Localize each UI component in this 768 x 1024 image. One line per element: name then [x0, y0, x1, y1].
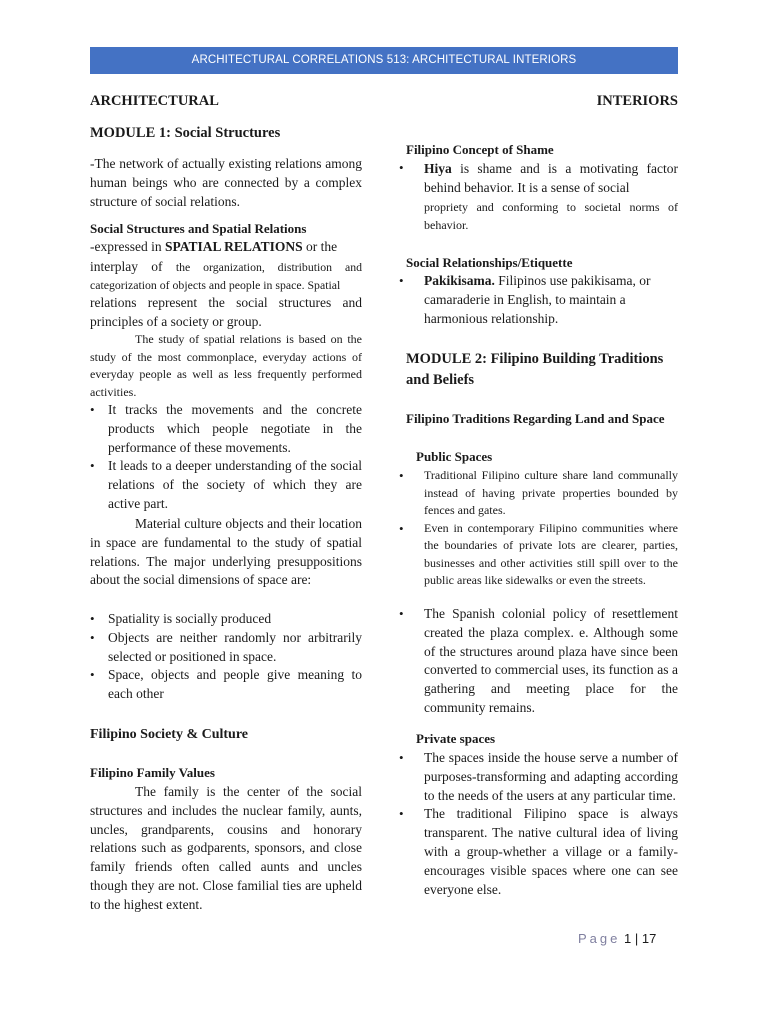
list-item: • It leads to a deeper understanding of the social relations of the society of which they are active part. [90, 457, 362, 513]
list-item: • Even in contemporary Filipino communities where the boundaries of private lots are clearer, parties, businesses and other activities still spill over to the public areas like sidewalks or even the streets. [399, 520, 678, 590]
page-total: 17 [641, 931, 657, 946]
list-item: • The Spanish colonial policy of resettlement created the plaza complex. e. Although some of the structures around plaza have since been converted to commercial uses, its function as a gathering and meeting place for the community remains. [399, 605, 678, 718]
hiya-term: Hiya [424, 161, 452, 176]
material-culture-paragraph: Material culture objects and their location in space are fundamental to the study of spatial relations. The major underlying presuppositions about the social dimensions of space are: [90, 516, 362, 588]
private-spaces-bullets [399, 749, 678, 899]
spatial-relations-interplay-detail: the organization, distribution and categorization of objects and people in space. Spatial [90, 260, 362, 292]
spatial-relations-bullets [90, 401, 362, 514]
page-word: Page [578, 931, 621, 946]
presuppositions-bullets [90, 610, 362, 704]
public-spaces-heading: Public Spaces [416, 449, 493, 464]
spatial-relations-heading: Social Structures and Spatial Relations [90, 221, 307, 236]
etiquette-bullets [399, 272, 678, 328]
family-values-paragraph: The family is the center of the social structures and includes the nuclear family, aunts, uncles, grandparents, cousins and honorary relations such as godparents, sponsors, and close family friends often called aunts and uncles though they are not. Close familial ties are upheld to the highest extent. [90, 784, 362, 912]
spatial-relations-continuation [90, 258, 362, 294]
module1-paragraph: -The network of actually existing relations among human beings who are connected by a complex structure of social relations. [90, 156, 362, 209]
shame-heading: Filipino Concept of Shame [406, 142, 554, 157]
title-right: INTERIORS [596, 93, 678, 109]
hiya-text: is shame and is a motivating factor behind behavior. It is a sense of social [424, 161, 678, 195]
spatial-relations-represent: relations represent the social structures and principles of a society or group. [90, 295, 362, 329]
page-separator: | [634, 931, 639, 946]
list-item [399, 160, 678, 234]
document-title-row [90, 93, 678, 113]
private-spaces-heading: Private spaces [416, 731, 496, 746]
list-item: • Space, objects and people give meaning to each other [90, 666, 362, 704]
public-spaces-bullets-large [399, 605, 678, 718]
list-item [399, 272, 678, 328]
hiya-continuation: propriety and conforming to societal norms of behavior. [424, 199, 678, 232]
page-number: 1 [624, 931, 632, 946]
list-item: • Spatiality is socially produced [90, 610, 362, 629]
list-item: • The traditional Filipino space is always transparent. The native cultural idea of living with a group-whether a village or a family-encourages visible spaces where one can see everyone else. [399, 805, 678, 899]
list-item: • Objects are neither randomly nor arbitrarily selected or positioned in space. [90, 629, 362, 667]
pakikisama-term: Pakikisama. [424, 273, 495, 288]
document-header-banner: ARCHITECTURAL CORRELATIONS 513: ARCHITECTURAL INTERIORS [90, 47, 678, 74]
list-item: • The spaces inside the house serve a number of purposes-transforming and adapting according to the needs of the users at any particular time. [399, 749, 678, 805]
spatial-relations-term: SPATIAL RELATIONS [164, 239, 303, 254]
spatial-relations-text-pre: -expressed in [90, 239, 165, 254]
spatial-relations-text-post: or the [302, 239, 338, 254]
public-spaces-bullets-small [399, 467, 678, 590]
page-footer [578, 931, 688, 949]
spatial-relations-paragraph [90, 238, 362, 257]
list-item: • It tracks the movements and the concrete products which people negotiate in the performance of these movements. [90, 401, 362, 457]
shame-bullets [399, 160, 678, 234]
pakikisama-text: Filipinos use pakikisama, or camaraderie in English, to maintain a harmonious relationship. [424, 273, 651, 326]
module2-heading: MODULE 2: Filipino Building Traditions and Beliefs [406, 351, 664, 388]
list-item: • Traditional Filipino culture share land communally instead of having private properties bounded by fences and gates. [399, 467, 678, 520]
spatial-study-paragraph: The study of spatial relations is based on the study of the most commonplace, everyday actions of everyday people as well as less frequently performed activities. [90, 332, 362, 399]
module1-heading: MODULE 1: Social Structures [90, 125, 281, 141]
family-values-heading: Filipino Family Values [90, 765, 215, 780]
land-space-heading: Filipino Traditions Regarding Land and Space [406, 411, 665, 426]
title-left: ARCHITECTURAL [90, 93, 219, 109]
society-culture-heading: Filipino Society & Culture [90, 727, 249, 742]
spatial-relations-interplay: interplay of [90, 259, 176, 274]
etiquette-heading: Social Relationships/Etiquette [406, 255, 573, 270]
